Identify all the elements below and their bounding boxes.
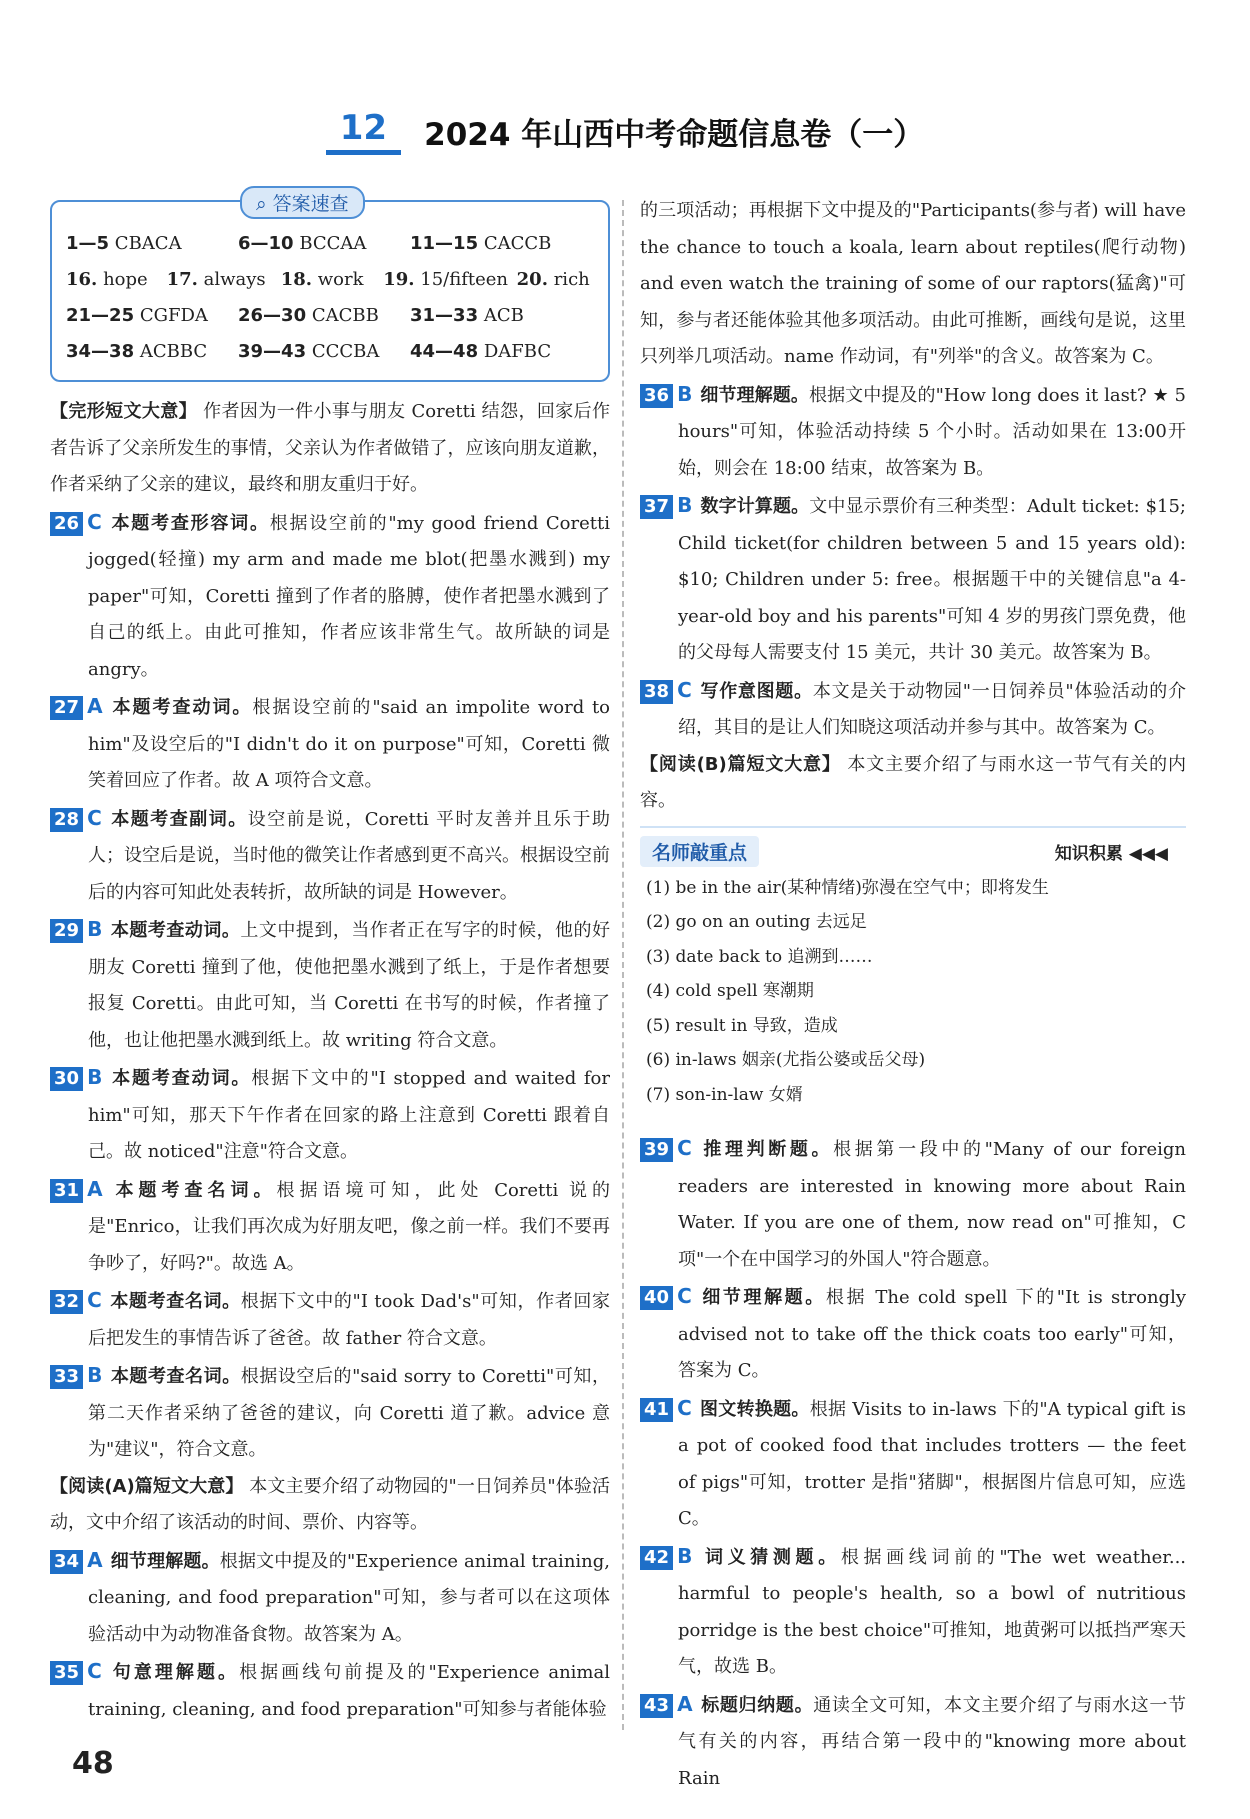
reading-b-summary: 【阅读(B)篇短文大意】 本文主要介绍了与雨水这一节气有关的内容。 bbox=[640, 753, 1186, 811]
question-37: 37 B 数字计算题。文中显示票价有三种类型：Adult ticket: $15; Child ticket(for children between 5 and 15 years old): $10; Children under 5: free。根据题干中的关键信息"a 4-year-old boy and his parents"可知 4 岁的男孩门票免费，他的父母每人需要支付 15 美元，共计 30 美元。故答案为 B。 bbox=[640, 487, 1186, 672]
question-43: 43 A 标题归纳题。通读全文可知，本文主要介绍了与雨水这一节气有关的内容，再结合第一段中的"knowing more about Rain bbox=[640, 1686, 1186, 1798]
vocab-item: (3) date back to 追溯到…… bbox=[646, 946, 873, 967]
answer-quick-check-box bbox=[50, 193, 610, 382]
column-divider bbox=[622, 200, 624, 1730]
answer-box-label: ⌕ 答案速查 bbox=[240, 186, 365, 219]
question-39: 39 C 推理判断题。根据第一段中的"Many of our foreign readers are interested in knowing more about Rain Water. If you are one of them, now read on"可推知，C 项"一个在中国学习的外国人"符合题意。 bbox=[640, 1130, 1186, 1278]
question-35: 35 C 句意理解题。根据画线句前提及的"Experience animal training, cleaning, and food preparation"可知参与者能体验 bbox=[50, 1653, 610, 1728]
question-35-continued: 的三项活动；再根据下文中提及的"Participants(参与者) will have the chance to touch a koala, learn about reptiles(爬行动物) and even watch the training of some of our raptors(猛禽)"可知，参与者还能体验其他多项活动。由此可推断，画线句是说，这里只列举几项活动。name 作动词，有"列举"的含义。故答案为 C。 bbox=[640, 200, 1186, 367]
question-41: 41 C 图文转换题。根据 Visits to in-laws 下的"A typical gift is a pot of cooked food that includes trotters — the feet of pigs"可知，trotter 是指"猪脚"，根据图片信息可知，应选 C。 bbox=[640, 1390, 1186, 1538]
page-number: 48 bbox=[72, 1746, 114, 1781]
answer-row: 34—38 ACBBC 39—43 CCCBA 44—48 DAFBC bbox=[66, 341, 552, 362]
question-29: 29 B 本题考查动词。上文中提到，当作者正在写字的时候，他的好朋友 Coretti 撞到了他，使他把墨水溅到了纸上，于是作者想要报复 Coretti。由此可知，当 Coretti 在书写的时候，作者撞了他，也让他把墨水溅到纸上。故 writing 符合文意。 bbox=[50, 911, 610, 1059]
vocab-item: (6) in-laws 姻亲(尤指公婆或岳父母) bbox=[646, 1050, 926, 1070]
vocab-item: (4) cold spell 寒潮期 bbox=[646, 981, 814, 1001]
question-34: 34 A 细节理解题。根据文中提及的"Experience animal training, cleaning, and food preparation"可知，参与者可以在这项体验活动中为动物准备食物。故答案为 A。 bbox=[50, 1542, 610, 1654]
question-30: 30 B 本题考查动词。根据下文中的"I stopped and waited for him"可知，那天下午作者在回家的路上注意到 Coretti 跟着自己。故 noticed"注意"符合文意。 bbox=[50, 1059, 610, 1171]
answer-row: 16. hope 17. always 18. work 19. 15/fifteen 20. rich bbox=[66, 269, 590, 290]
vocab-subtag: 知识积累 ◀◀◀ bbox=[1054, 843, 1168, 864]
right-column bbox=[640, 193, 1186, 1797]
left-column bbox=[50, 193, 611, 1728]
vocab-item: (2) go on an outing 去远足 bbox=[646, 912, 867, 932]
question-31: 31 A 本题考查名词。根据语境可知，此处 Coretti 说的是"Enrico，让我们再次成为好朋友吧，像之前一样。我们不要再争吵了，好吗?"。故选 A。 bbox=[50, 1171, 610, 1283]
question-36: 36 B 细节理解题。根据文中提及的"How long does it last? ★ 5 hours"可知，体验活动持续 5 个小时。活动如果在 13:00开始，则会在 18:00 结束，故答案为 B。 bbox=[640, 376, 1186, 488]
question-40: 40 C 细节理解题。根据 The cold spell 下的"It is strongly advised not to take off the thick coats too early"可知，答案为 C。 bbox=[640, 1278, 1186, 1390]
question-38: 38 C 写作意图题。本文是关于动物园"一日饲养员"体验活动的介绍，其目的是让人们知晓这项活动并参与其中。故答案为 C。 bbox=[640, 672, 1186, 747]
question-42: 42 B 词义猜测题。根据画线词前的"The wet weather... harmful to people's health, so a bowl of nutritious porridge is the best choice"可推知，地黄粥可以抵挡严寒天气，故选 B。 bbox=[640, 1538, 1186, 1686]
page-header bbox=[0, 108, 1250, 155]
answer-row: 1—5 CBACA 6—10 BCCAA 11—15 CACCB bbox=[66, 233, 552, 254]
vocab-tag: 名师敲重点 bbox=[640, 836, 759, 867]
vocabulary-box bbox=[640, 826, 1186, 1121]
page-title: 2024 年山西中考命题信息卷（一） bbox=[424, 117, 925, 153]
question-33: 33 B 本题考查名词。根据设空后的"said sorry to Coretti"可知，第二天作者采纳了爸爸的建议，向 Coretti 道了歉。advice 意为"建议"，符合文意。 bbox=[50, 1357, 610, 1469]
answer-row: 21—25 CGFDA 26—30 CACBB 31—33 ACB bbox=[66, 305, 524, 326]
vocab-item: (7) son-in-law 女婿 bbox=[646, 1084, 803, 1105]
question-28: 28 C 本题考查副词。设空前是说，Coretti 平时友善并且乐于助人；设空后是说，当时他的微笑让作者感到更不高兴。根据设空前后的内容可知此处表转折，故所缺的词是 However。 bbox=[50, 800, 610, 912]
vocab-item: (5) result in 导致，造成 bbox=[646, 1015, 838, 1036]
unit-number: 12 bbox=[326, 108, 401, 155]
cloze-summary: 【完形短文大意】 作者因为一件小事与朋友 Coretti 结怨，回家后作者告诉了父亲所发生的事情，父亲认为作者做错了，应该向朋友道歉，作者采纳了父亲的建议，最终和朋友重归于好。 bbox=[50, 401, 610, 495]
magnifier-icon: ⌕ bbox=[256, 193, 267, 215]
vocab-item: (1) be in the air(某种情绪)弥漫在空气中；即将发生 bbox=[646, 877, 1049, 898]
question-32: 32 C 本题考查名词。根据下文中的"I took Dad's"可知，作者回家后把发生的事情告诉了爸爸。故 father 符合文意。 bbox=[50, 1282, 610, 1357]
question-27: 27 A 本题考查动词。根据设空前的"said an impolite word to him"及设空后的"I didn't do it on purpose"可知，Coretti 微笑着回应了作者。故 A 项符合文意。 bbox=[50, 688, 610, 800]
reading-a-summary: 【阅读(A)篇短文大意】 本文主要介绍了动物园的"一日饲养员"体验活动，文中介绍了该活动的时间、票价、内容等。 bbox=[50, 1475, 610, 1533]
question-26: 26 C 本题考查形容词。根据设空前的"my good friend Coretti jogged(轻撞) my arm and made me blot(把墨水溅到) my paper"可知，Coretti 撞到了作者的胳膊，使作者把墨水溅到了自己的纸上。由此可推知，作者应该非常生气。故所缺的词是 angry。 bbox=[50, 504, 610, 689]
